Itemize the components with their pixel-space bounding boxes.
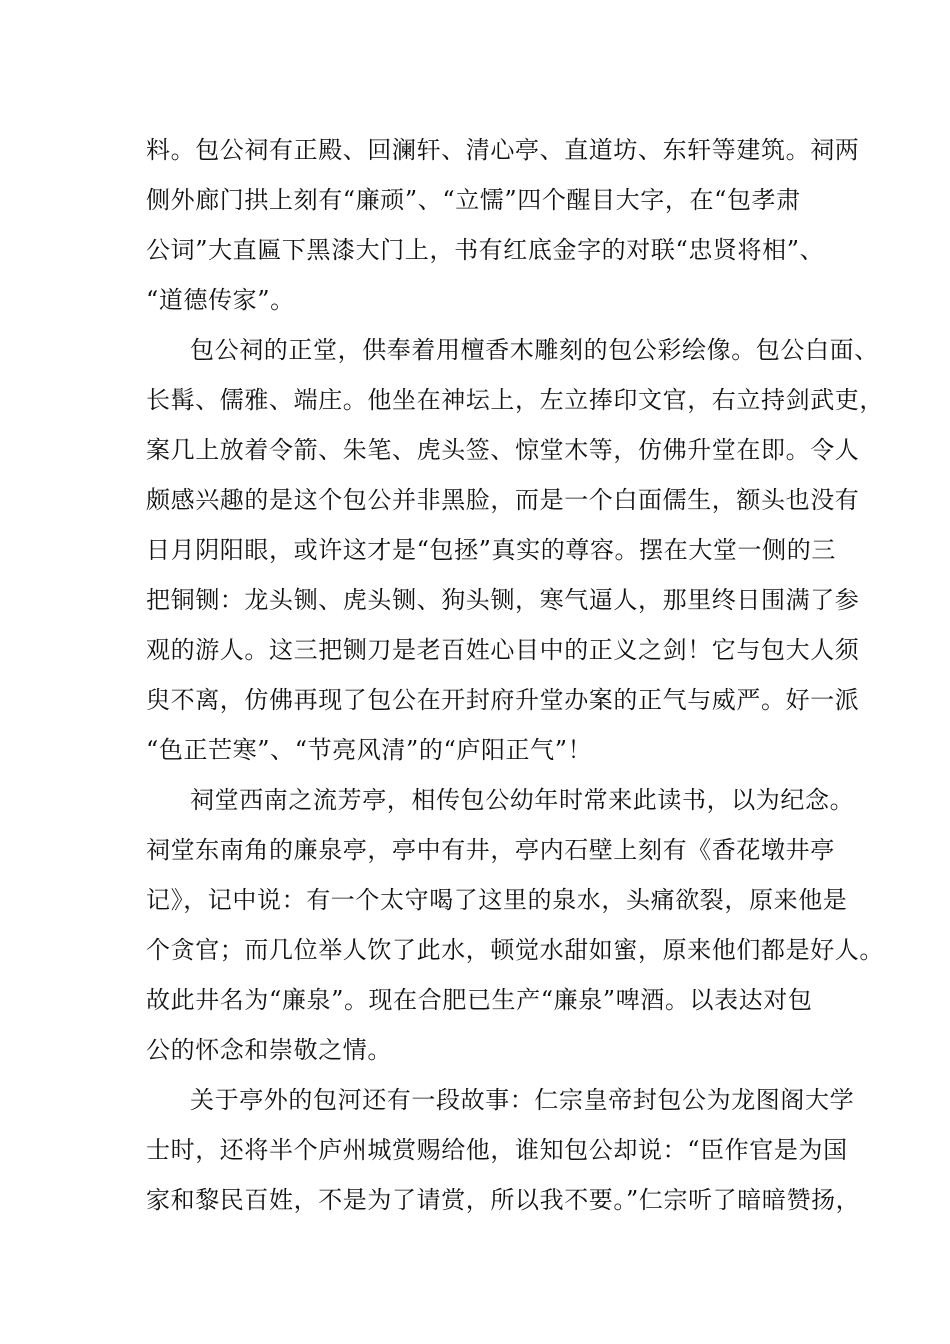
text-line: 公的怀念和崇敬之情。 bbox=[146, 1036, 392, 1064]
text-line: 侧外廊门拱上刻有“廉顽”、“立懦”四个醒目大字，在“包孝肃 bbox=[146, 186, 801, 214]
paragraph-start-line: 关于亭外的包河还有一段故事：仁宗皇帝封包公为龙图阁大学 bbox=[190, 1086, 855, 1114]
text-line: 颇感兴趣的是这个包公并非黑脸，而是一个白面儒生，额头也没有 bbox=[146, 486, 860, 514]
text-line: 臾不离，仿佛再现了包公在开封府升堂办案的正气与威严。好一派 bbox=[146, 686, 860, 714]
text-line: 观的游人。这三把铡刀是老百姓心目中的正义之剑！它与包大人须 bbox=[146, 636, 860, 664]
text-line: 长髯、儒雅、端庄。他坐在神坛上，左立捧印文官，右立持剑武吏， bbox=[146, 386, 884, 414]
text-line: 家和黎民百姓，不是为了请赏，所以我不要。”仁宗听了暗暗赞扬， bbox=[146, 1186, 861, 1214]
paragraph-start-line: 包公祠的正堂，供奉着用檀香木雕刻的包公彩绘像。包公白面、 bbox=[190, 336, 879, 364]
text-line: 故此井名为“廉泉”。现在合肥已生产“廉泉”啤酒。以表达对包 bbox=[146, 986, 813, 1014]
text-line: “道德传家”。 bbox=[146, 286, 295, 314]
text-line: 料。包公祠有正殿、回澜轩、清心亭、直道坊、东轩等建筑。祠两 bbox=[146, 136, 860, 164]
text-line: “色正芒寒”、“节亮风清”的“庐阳正气”！ bbox=[146, 736, 593, 764]
paragraph-start-line: 祠堂西南之流芳亭，相传包公幼年时常来此读书，以为纪念。 bbox=[190, 786, 855, 814]
text-line: 士时，还将半个庐州城赏赐给他，谁知包公却说：“臣作官是为国 bbox=[146, 1136, 848, 1164]
text-line: 把铜铡：龙头铡、虎头铡、狗头铡，寒气逼人，那里终日围满了参 bbox=[146, 586, 860, 614]
text-line: 日月阴阳眼，或许这才是“包拯”真实的尊容。摆在大堂一侧的三 bbox=[146, 536, 836, 564]
text-line: 个贪官；而几位举人饮了此水，顿觉水甜如蜜，原来他们都是好人。 bbox=[146, 936, 884, 964]
text-line: 公词”大直匾下黑漆大门上，书有红底金字的对联“忠贤将相”、 bbox=[146, 236, 825, 264]
text-line: 祠堂东南角的廉泉亭，亭中有井，亭内石壁上刻有《香花墩井亭 bbox=[146, 836, 835, 864]
text-line: 案几上放着令箭、朱笔、虎头签、惊堂木等，仿佛升堂在即。令人 bbox=[146, 436, 860, 464]
text-line: 记》，记中说：有一个太守喝了这里的泉水，头痛欲裂，原来他是 bbox=[146, 886, 848, 914]
